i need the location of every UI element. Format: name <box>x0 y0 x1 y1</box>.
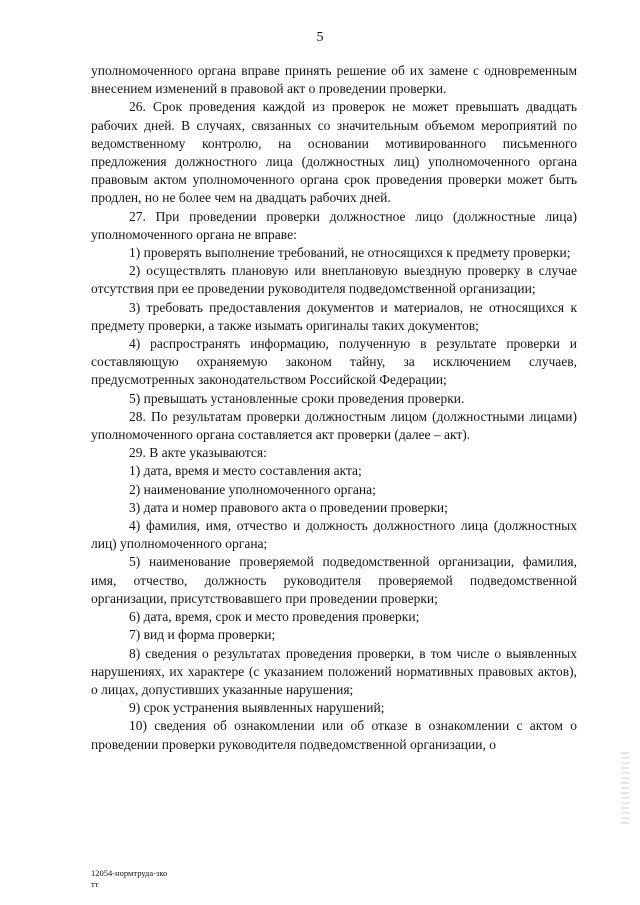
paragraph-28: 28. По результатам проверки должностным лицом (должностными лицами) уполномоченного органа составляется акт проверки (далее – акт). <box>91 408 577 443</box>
list-item-27-4: 4) распространять информацию, полученную в результате проверки и составляющую охраняемую законом тайну, за исключением случаев, предусмотренных законодательством Российской Федерации; <box>91 336 577 388</box>
list-item-29-6: 6) дата, время, срок и место проведения проверки; <box>129 609 420 625</box>
list-item-27-3: 3) требовать предоставления документов и материалов, не относящихся к предмету проверки, а также изымать оригиналы таких документов; <box>91 299 577 333</box>
footer-initials: тт <box>91 879 99 889</box>
list-item-27-5: 5) превышать установленные сроки проведения проверки. <box>129 390 465 406</box>
paragraph-27: 27. При проведении проверки должностное лицо (должностные лица) уполномоченного органа не вправе: <box>91 208 577 242</box>
document-body <box>91 62 577 754</box>
scan-margin-mark <box>621 752 629 826</box>
list-item-29-9: 9) срок устранения выявленных нарушений; <box>129 700 385 716</box>
list-item-29-7: 7) вид и форма проверки; <box>129 627 276 643</box>
list-item-29-5: 5) наименование проверяемой подведомственной организации, фамилия, имя, отчество, должность руководителя проверяемой подведомственной организации, присутствовавшего при проведении проверки; <box>91 554 577 606</box>
list-item-29-2: 2) наименование уполномоченного органа; <box>129 481 376 497</box>
list-item-29-8: 8) сведения о результатах проведения проверки, в том числе о выявленных нарушениях, их характере (с указанием положений нормативных правовых актов), о лицах, допустивших указанные нарушения; <box>91 645 577 697</box>
list-item-29-3: 3) дата и номер правового акта о проведении проверки; <box>129 499 448 515</box>
list-item-29-4: 4) фамилия, имя, отчество и должность должностного лица (должностных лиц) уполномоченного органа; <box>91 518 577 552</box>
paragraph-continuation: уполномоченного органа вправе принять решение об их замене с одновременным внесением изменений в правовой акт о проведении проверки. <box>91 63 577 97</box>
page-number: 5 <box>316 30 324 45</box>
paragraph-26: 26. Срок проведения каждой из проверок не может превышать двадцать рабочих дней. В случаях, связанных со значительным объемом мероприятий по ведомственному контролю, на основании мотивированного письменного предложения должностного лица (должностных лиц) уполномоченного органа правовым актом уполномоченного органа срок проведения проверки может быть продлен, но не более чем на двадцать рабочих дней. <box>91 99 577 206</box>
paragraph-29: 29. В акте указываются: <box>129 445 267 461</box>
document-footer <box>91 868 167 890</box>
footer-document-code: 12054-нормтруда-зко <box>91 868 168 878</box>
list-item-29-1: 1) дата, время и место составления акта; <box>129 463 362 479</box>
list-item-27-1: 1) проверять выполнение требований, не относящихся к предмету проверки; <box>129 245 571 261</box>
list-item-29-10: 10) сведения об ознакомлении или об отказе в ознакомлении с актом о проведении проверки руководителя подведомственной организации, о <box>91 718 577 752</box>
list-item-27-2: 2) осуществлять плановую или внеплановую выездную проверку в случае отсутствия при ее проведении руководителя подведомственной организации; <box>91 263 577 297</box>
